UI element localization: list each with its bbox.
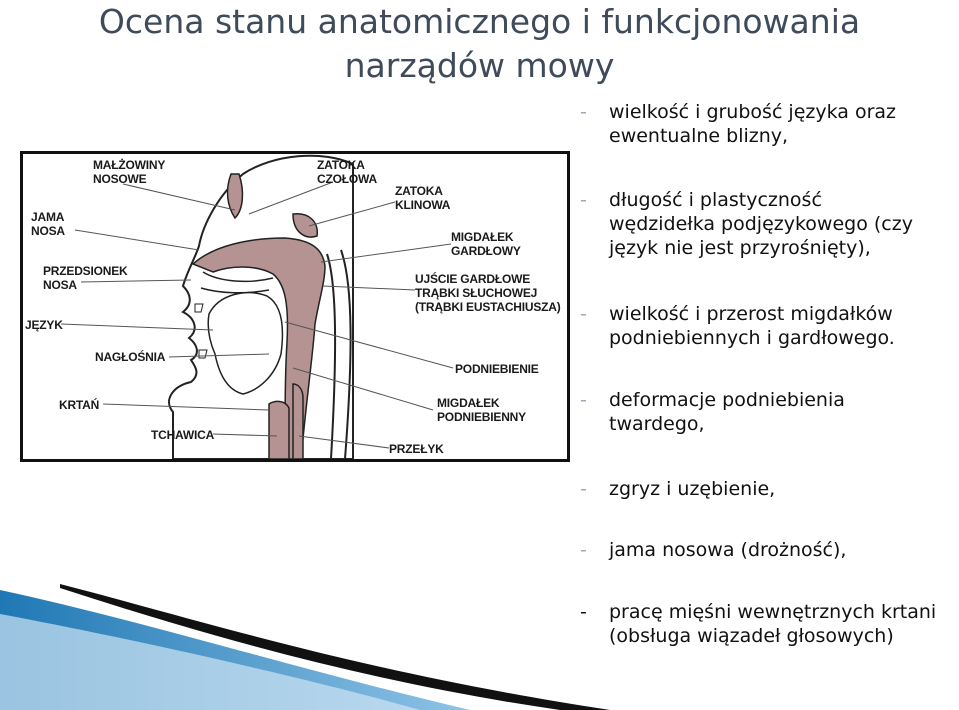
esophagus-shape: [293, 384, 303, 459]
bullet-text: długość i plastyczność: [609, 189, 822, 211]
label-jama-nosa: JAMA NOSA: [31, 210, 65, 238]
slide-title: [0, 0, 959, 88]
anatomy-diagram: [20, 151, 570, 462]
label-zatoka-czolowa: ZATOKA CZOŁOWA: [317, 158, 377, 186]
bullet-text: zgryz i uzębienie,: [609, 478, 776, 500]
label-migdalek-gardlowy: MIGDAŁEK GARDŁOWY: [451, 230, 521, 258]
bullet-text: pracę mięśni wewnętrznych krtani: [609, 601, 937, 623]
bullet-item: [580, 388, 959, 436]
label-malzowiny-nosowe: MAŁŻOWINY NOSOWE: [93, 158, 166, 186]
bullet-text-cont: twardego,: [609, 413, 705, 435]
label-tchawica: TCHAWICA: [151, 428, 215, 442]
slide-title-line-2: narządów mowy: [344, 46, 615, 85]
label-jezyk: JĘZYK: [25, 318, 63, 332]
bullet-text-cont: język nie jest przyrośnięty),: [609, 237, 871, 259]
label-migdalek-podniebienny: MIGDAŁEK PODNIEBIENNY: [437, 396, 526, 424]
bullet-dash: -: [580, 389, 587, 411]
bullet-text-cont: (obsługa wiązadeł głosowych): [609, 625, 894, 647]
slide-title-line-1: Ocena stanu anatomicznego i funkcjonowania: [98, 2, 861, 41]
label-krtan: KRTAŃ: [59, 398, 100, 412]
bullet-text: wielkość i grubość języka oraz: [609, 101, 897, 123]
bullet-item: [580, 302, 959, 350]
bullet-dash: -: [580, 539, 587, 561]
bullet-item: [580, 600, 959, 648]
bullet-text: deformacje podniebienia: [609, 389, 845, 411]
bullet-item: [580, 100, 959, 148]
bullet-text: wielkość i przerost migdałków: [609, 303, 893, 325]
bullet-item: [580, 188, 959, 260]
bullet-text-cont: ewentualne blizny,: [609, 125, 789, 147]
label-ujscie-gardlowe: UJŚCIE GARDŁOWE TRĄBKI SŁUCHOWEJ (TRĄBKI EUSTACHIUSZA): [415, 272, 561, 314]
label-naglosnia: NAGŁOŚNIA: [95, 350, 166, 364]
label-podniebienie: PODNIEBIENIE: [455, 362, 539, 376]
bullet-item: [580, 477, 959, 501]
label-przelyk: PRZEŁYK: [389, 442, 444, 456]
bullet-text: jama nosowa (drożność),: [609, 539, 847, 561]
bullet-text-cont: wędzidełka podjęzykowego (czy: [609, 213, 913, 235]
bullet-item: [580, 538, 959, 562]
label-zatoka-klinowa: ZATOKA KLINOWA: [395, 184, 451, 212]
label-przedsionek-nosa: PRZEDSIONEK NOSA: [43, 264, 128, 292]
decorative-swoosh: [0, 580, 620, 710]
bullet-dash: -: [580, 478, 587, 500]
bullet-dash: -: [580, 189, 587, 211]
bullet-dash: -: [580, 101, 587, 123]
larynx-shape: [269, 401, 289, 459]
bullet-dash: -: [580, 601, 587, 623]
bullet-text-cont: podniebiennych i gardłowego.: [609, 327, 895, 349]
bullet-dash: -: [580, 303, 587, 325]
